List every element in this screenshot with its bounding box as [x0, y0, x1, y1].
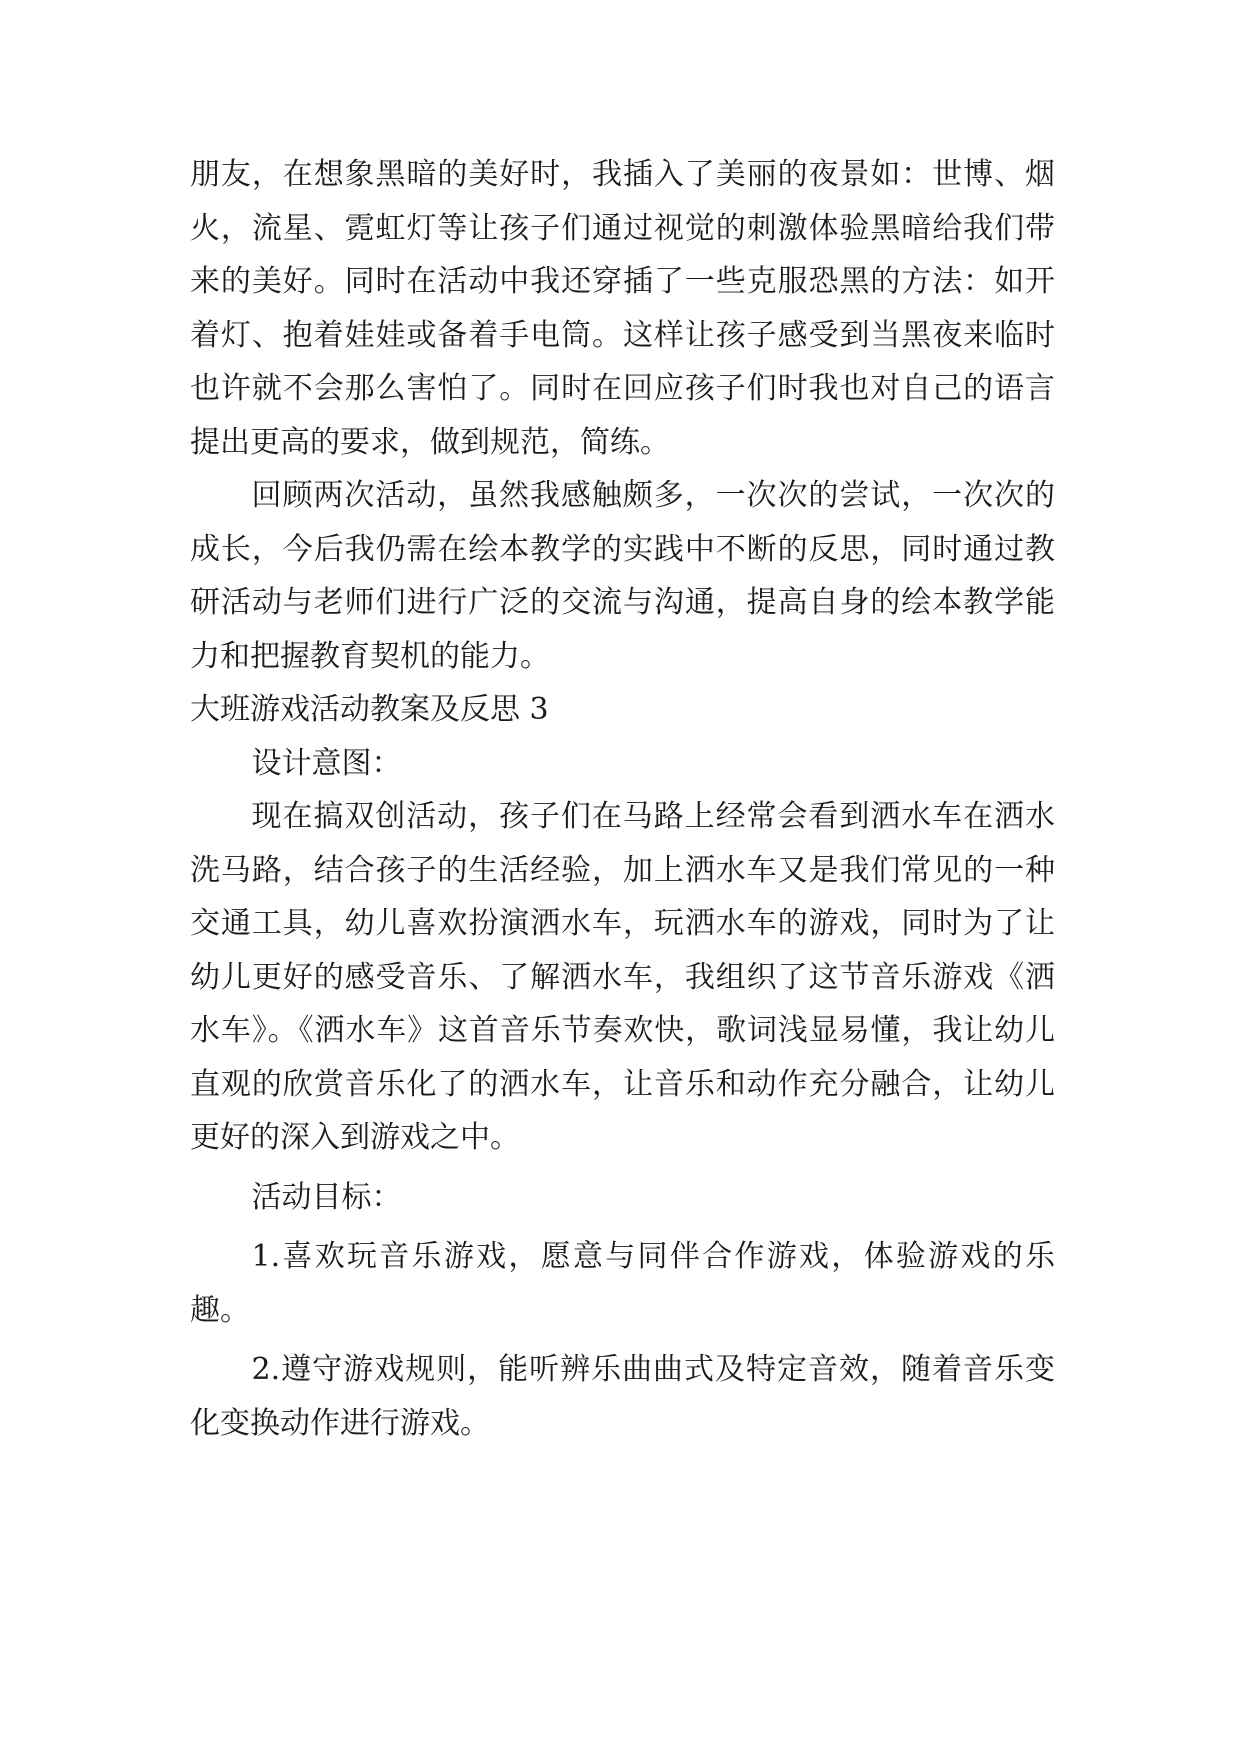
- review-paragraph: 回顾两次活动，虽然我感触颇多，一次次的尝试，一次次的成长，今后我仍需在绘本教学的实践中不断的反思，同时通过教研活动与老师们进行广泛的交流与沟通，提高自身的绘本教学能力和把握教育契机的能力。: [190, 478, 1055, 674]
- document-body: [190, 148, 1055, 1450]
- design-paragraph: 现在搞双创活动，孩子们在马路上经常会看到洒水车在洒水洗马路，结合孩子的生活经验，加上洒水车又是我们常见的一种交通工具，幼儿喜欢扮演洒水车，玩洒水车的游戏，同时为了让幼儿更好的感受音乐、了解洒水车，我组织了这节音乐游戏《洒水车》。《洒水车》这首音乐节奏欢快，歌词浅显易懂，我让幼儿直观的欣赏音乐化了的洒水车，让音乐和动作充分融合，让幼儿更好的深入到游戏之中。: [190, 799, 1055, 1155]
- section-title: 大班游戏活动教案及反思 3: [190, 692, 549, 727]
- goal-item-1: 1.喜欢玩音乐游戏，愿意与同伴合作游戏，体验游戏的乐趣。: [190, 1239, 1055, 1328]
- design-label: 设计意图：: [251, 745, 402, 781]
- goal-item-2: 2.遵守游戏规则，能听辨乐曲曲式及特定音效，随着音乐变化变换动作进行游戏。: [190, 1352, 1055, 1441]
- continuation-paragraph: 朋友，在想象黑暗的美好时，我插入了美丽的夜景如：世博、烟火，流星、霓虹灯等让孩子们通过视觉的刺激体验黑暗给我们带来的美好。同时在活动中我还穿插了一些克服恐黑的方法：如开着灯、抱着娃娃或备着手电筒。这样让孩子感受到当黑夜来临时也许就不会那么害怕了。同时在回应孩子们时我也对自己的语言提出更高的要求，做到规范，简练。: [190, 157, 1055, 460]
- goals-label: 活动目标：: [251, 1179, 402, 1215]
